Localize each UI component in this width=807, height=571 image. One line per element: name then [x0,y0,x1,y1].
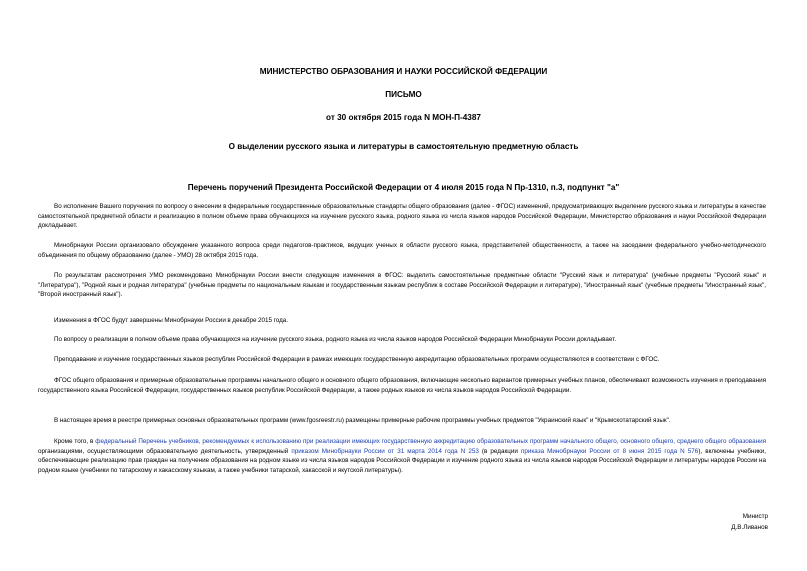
paragraph-9-text-1: Кроме того, в [54,438,96,445]
paragraph-7: ФГОС общего образования и примерные образовательные программы начального общего и основного общего образования, включающие несколько вариантов примерных учебных планов, обеспечивают возможность изучения и преподавания государственного языка Российской Федерации, государственных языков республик Российской Федерации, а также родных языков из числа языков народов Российской Федерации. [38,377,766,394]
order-253-link[interactable]: приказом Минобрнауки России от 31 марта 2014 года N 253 [291,447,479,455]
paragraph-9-text-2: организациями, осуществляющими образовательную деятельность, утвержденный [38,447,292,455]
signature-position: Министр [742,513,768,520]
signature-name: Д.В.Ливанов [731,524,768,531]
paragraph-2: Минобрнауки России организовало обсуждение указанного вопроса среди педагогов-практиков, ведущих ученых в области русского языка, представителей общественности, а также на заседании федерального учебно-методического объединения по общему образованию (далее - УМО) 28 октября 2015 года. [38,242,766,259]
paragraph-5: По вопросу о реализации в полном объеме права обучающихся на изучение русского языка, родного языка из числа языков народов Российской Федерации Минобрнауки России докладывает. [54,336,617,343]
paragraph-9-text-3: (в редакции [478,447,521,455]
paragraph-8: В настоящее время в реестре примерных основных образовательных программ (www.fgosreestr.ru) размещены примерные рабочие программы учебных предметов "Украинский язык" и "Крымскотатарский язык". [54,417,671,424]
paragraph-3: По результатам рассмотрения УМО рекомендовано Минобрнауки России внести следующие изменения в ФГОС: выделить самостоятельные предметные области "Русский язык и литература" (учебные предметы "Русский язык" и "Литература"), "Родной язык и родная литература" (учебные предметы по национальным языкам и государственным языкам республик в составе Российской Федерации и литературе), "Иностранный язык" (учебные предметы "Иностранный язык", "Второй иностранный язык"). [38,272,766,299]
document-type: ПИСЬМО [385,90,422,99]
textbook-list-link[interactable]: федеральный Перечень учебников, рекомендуемых к использованию при реализации имеющих государственную аккредитацию образовательных программ начального общего, основного общего, среднего общего образования [95,438,766,445]
paragraph-9 [38,437,766,475]
paragraph-4: Изменения в ФГОС будут завершены Минобрнауки России в декабре 2015 года. [54,317,289,324]
document-subject: О выделении русского языка и литературы в самостоятельную предметную область [228,142,579,151]
document-reference: Перечень поручений Президента Российской Федерации от 4 июля 2015 года N Пр-1310, п.3, подпункт "а" [187,183,620,192]
order-576-link[interactable]: приказа Минобрнауки России от 8 июня 2015 года N 576 [520,447,699,455]
paragraph-6: Преподавание и изучение государственных языков республик Российской Федерации в рамках имеющих государственную аккредитацию образовательных программ осуществляются в соответствии с ФГОС. [54,356,660,363]
paragraph-1: Во исполнение Вашего поручения по вопросу о внесении в федеральные государственные образовательные стандарты общего образования (далее - ФГОС) изменений, предусматривающих выделение русского языка и литературы в качестве самостоятельной предметной области и реализацию в полном объеме права обучающихся на изучение русского языка, родного языка из числа языков народов Российской Федерации, Министерство образования и науки Российской Федерации докладывает. [38,203,766,230]
paragraph-9-text-4: ), включены учебники, обеспечивающие реализацию прав граждан на получение образования на родном языке из числа языков народов Российской Федерации и изучение родного языка из числа языков народов Российской Федерации и литературы народов России на родном языке (учебники по татарскому и хакасскому языкам, а также учебники татарской, хакасской и якутской литературы). [38,447,767,474]
ministry-title: МИНИСТЕРСТВО ОБРАЗОВАНИЯ И НАУКИ РОССИЙСКОЙ ФЕДЕРАЦИИ [259,67,548,76]
document-date-number: от 30 октября 2015 года N МОН-П-4387 [326,113,481,122]
